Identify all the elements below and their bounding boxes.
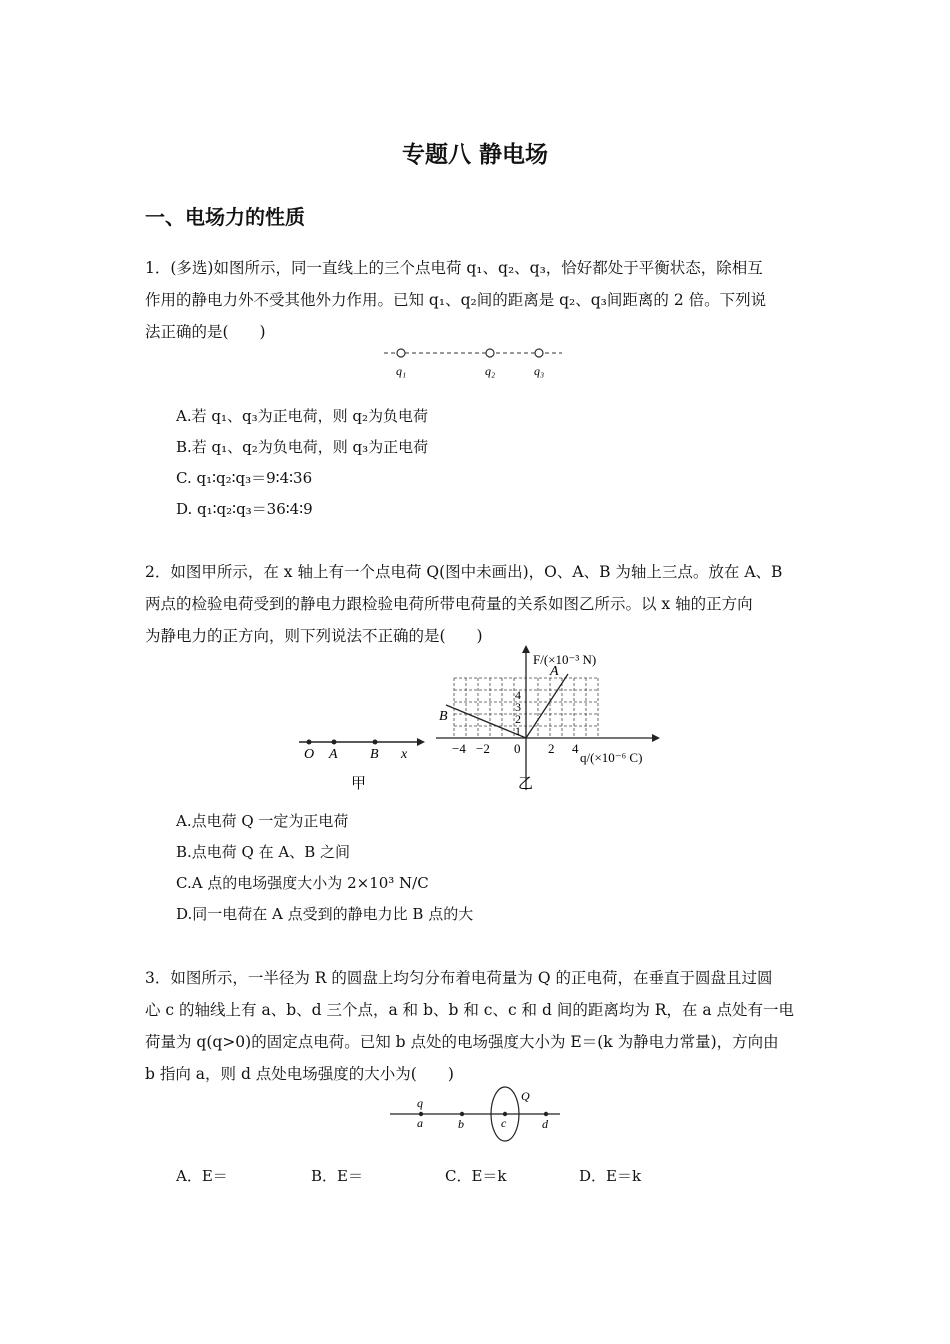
question-2-option-c: C.A 点的电场强度大小为 2×10³ N/C <box>176 874 429 892</box>
f-axis-label: F/(×10⁻³ N) <box>533 652 597 667</box>
q-axis-arrow <box>652 734 660 742</box>
label-q1: q₁ <box>396 364 407 378</box>
y-tick-1: 1 <box>515 724 521 738</box>
question-2-text-line-1: 2．如图甲所示，在 x 轴上有一个点电荷 Q(图中未画出)，O、A、B 为轴上三点。放在 A、B <box>145 563 783 581</box>
x-tick-neg2: −2 <box>476 741 490 756</box>
question-3-option-d: D．E＝k <box>579 1167 642 1185</box>
question-3-text-line-3: 荷量为 q(q>0)的固定点电荷。已知 b 点处的电场强度大小为 E＝(k 为静电力常量)，方向由 <box>145 1033 779 1051</box>
y-tick-3: 3 <box>515 700 521 714</box>
question-2-option-a: A.点电荷 Q 一定为正电荷 <box>176 812 349 830</box>
y-tick-4: 4 <box>515 688 521 702</box>
question-3-text-line-1: 3．如图所示，一半径为 R 的圆盘上均匀分布着电荷量为 Q 的正电荷，在垂直于圆盘且过圆 <box>145 969 773 987</box>
question-3-option-b: B．E＝ <box>311 1167 363 1185</box>
label-B: B <box>370 747 379 762</box>
question-3-figure <box>388 1086 563 1144</box>
section-heading: 一、电场力的性质 <box>145 205 305 229</box>
point-A <box>332 740 337 745</box>
x-tick-4: 4 <box>572 741 579 756</box>
charge-q3 <box>535 349 543 357</box>
question-1-option-c: C. q₁∶q₂∶q₃＝9∶4∶36 <box>176 469 313 487</box>
question-1-text-line-3: 法正确的是( ) <box>145 323 266 341</box>
x-tick-neg4: −4 <box>452 741 466 756</box>
label-d: d <box>542 1117 548 1131</box>
caption-yi: 乙 <box>518 776 534 792</box>
label-A: A <box>329 747 338 762</box>
caption-jia: 甲 <box>351 776 367 792</box>
x-axis-arrow <box>417 738 425 746</box>
question-1-option-b: B.若 q₁、q₂为负电荷，则 q₃为正电荷 <box>176 438 429 456</box>
point-O <box>307 740 312 745</box>
question-2-option-b: B.点电荷 Q 在 A、B 之间 <box>176 843 351 861</box>
label-q2: q₂ <box>485 364 496 378</box>
x-tick-0: 0 <box>514 741 521 756</box>
question-2-option-d: D.同一电荷在 A 点受到的静电力比 B 点的大 <box>176 905 474 923</box>
y-tick-2: 2 <box>515 712 521 726</box>
question-3-text-line-2: 心 c 的轴线上有 a、b、d 三个点，a 和 b、b 和 c、c 和 d 间的距离均为 R，在 a 点处有一电 <box>145 1001 795 1019</box>
question-1-text-line-2: 作用的静电力外不受其他外力作用。已知 q₁、q₂间的距离是 q₂、q₃间距离的 2 倍。下列说 <box>145 291 767 309</box>
label-b: b <box>458 1117 464 1131</box>
point-b <box>460 1112 464 1116</box>
label-c: c <box>501 1116 507 1130</box>
label-Q: Q <box>521 1089 530 1103</box>
question-3-option-c: C．E＝k <box>445 1167 507 1185</box>
question-1-figure <box>380 343 570 383</box>
question-2-text-line-3: 为静电力的正方向，则下列说法不正确的是( ) <box>145 627 483 645</box>
page-title: 专题八 静电场 <box>401 142 548 168</box>
label-q3: q₃ <box>534 364 545 378</box>
q-axis-label: q/(×10⁻⁶ C) <box>580 750 643 765</box>
label-O: O <box>304 747 315 762</box>
charge-q1 <box>397 349 405 357</box>
point-B <box>373 740 378 745</box>
question-3-text-line-4: b 指向 a，则 d 点处电场强度的大小为( ) <box>145 1065 454 1083</box>
label-x-axis: x <box>401 747 408 762</box>
question-1-option-a: A.若 q₁、q₃为正电荷，则 q₂为负电荷 <box>176 407 428 425</box>
x-tick-2: 2 <box>548 741 555 756</box>
f-axis-arrow <box>522 645 530 653</box>
question-2-text-line-2: 两点的检验电荷受到的静电力跟检验电荷所带电荷量的关系如图乙所示。以 x 轴的正方向 <box>145 595 753 613</box>
figure-jia <box>295 730 425 794</box>
question-1-text-line-1: 1．(多选)如图所示，同一直线上的三个点电荷 q₁、q₂、q₃，恰好都处于平衡状态，除相互 <box>145 259 763 277</box>
point-d <box>544 1112 548 1116</box>
question-1-option-d: D. q₁∶q₂∶q₃＝36∶4∶9 <box>176 500 313 518</box>
label-a: a <box>417 1116 423 1130</box>
line-label-A: A <box>550 664 559 679</box>
label-q: q <box>417 1096 423 1110</box>
figure-yi <box>430 645 660 795</box>
line-label-B: B <box>439 709 448 724</box>
charge-q2 <box>486 349 494 357</box>
question-3-option-a: A．E＝ <box>176 1167 228 1185</box>
